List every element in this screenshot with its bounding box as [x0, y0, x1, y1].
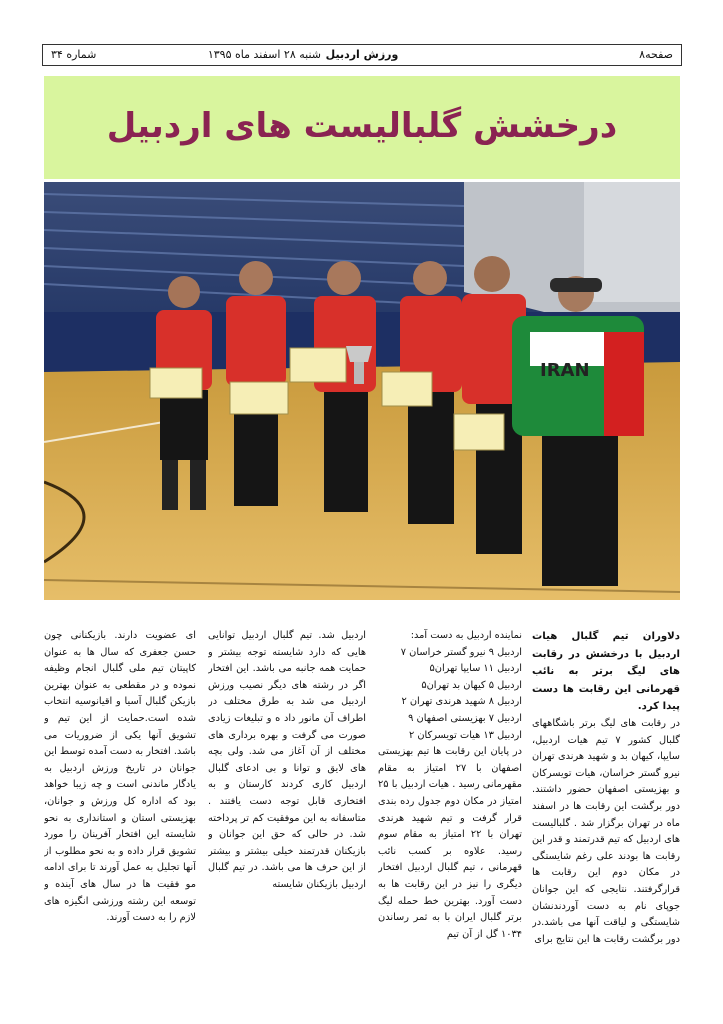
title-banner: [44, 76, 680, 179]
article-column-1: [532, 628, 680, 988]
article-column-4: [44, 628, 196, 988]
issue-date: شنبه ۲۸ اسفند ماه ۱۳۹۵: [207, 48, 321, 61]
team-photo: [44, 182, 680, 600]
column-3-text: اردبیل شد. تیم گلبال اردبیل توانایی هایی که دارد شایسته توجه بیشتر و حمایت همه جانبه می باشد. این افتخار اگر در رشته های دیگر نصیب ورزش اردبیل می شد به طرق مختلف در اطراف آن مانور داد ه و تبلیغات زیادی صورت می گرفت و بهره برداری های مختلف از آن آغاز می شد. ولی بچه های لایق و توانا و بی ادعای گلبال اردبیل کاری کردند کارستان و به افتخاری قابل توجه دست یافتند . متاسفانه به این موفقیت کم تر پرداخته شد. در حالی که حق این جوانان و بازیکنان قدرتمند خیلی بیشتر و بیشتر از این حرف ها می باشد. در تیم گلبال اردبیل بازیکنان شایسته: [208, 630, 366, 890]
page-header: [42, 44, 682, 66]
article-column-2: [378, 628, 522, 988]
results-intro: نماینده اردبیل به دست آمد:: [410, 630, 522, 641]
article-title: درخشش گلبالیست های اردبیل: [106, 106, 618, 146]
article-lead: دلاوران تیم گلبال هیات اردبیل با درخشش در رقابت های لیگ برتر به نائب قهرمانی این رقابت ها دست پیدا کرد.: [532, 631, 680, 713]
column-4-text: ای عضویت دارند. بازیکنانی چون حسن جعفری که سال ها به عنوان کاپیتان تیم ملی گلبال انجام وظیفه نموده و در مقطعی به عنوان بهترین بازیکن گلبال آسیا و اقیانوسیه انتخاب شده است.حمایت از این تیم و تشویق آنها یکی از ضروریات می باشد. افتخار به دست آمده توسط این جوانان در تاریخ ورزش اردبیل به یادگار ماندنی است و چه زیبا خواهد بود که اداره کل ورزش و جوانان، بهزیستی استان و استانداری به نحو شایسته این افتخار آفرینان را مورد تشویق قرار داده و به نحو مطلوب از آنها تجلیل به عمل آورند تا برای ادامه مو فقیت ها در سال های آینده و توسعه این رشته ورزشی انگیزه های لازم را به دست آورند.: [44, 630, 196, 924]
result-line: اردبیل ۷ بهزیستی اصفهان ۹: [408, 712, 522, 724]
section-name: ورزش اردبیل: [325, 48, 399, 61]
page-number: صفحه۸: [639, 48, 673, 61]
result-line: اردبیل ۱۳ هیات تویسرکان ۲: [408, 729, 522, 741]
jacket-text: IRAN: [540, 360, 590, 381]
result-line: اردبیل ۱۱ سایپا تهران۵: [429, 663, 522, 675]
issue-number: شماره ۳۴: [51, 48, 97, 61]
results-list: [378, 645, 522, 745]
result-line: اردبیل ۹ نیرو گستر خراسان ۷: [400, 646, 522, 658]
column-1-text: در رقابت های لیگ برتر باشگاههای گلبال کشور ۷ تیم هیات اردبیل، سایپا، کیهان بد و شهید هرندی تهران نیرو گستر خراسان، هیات تویسرکان و بهزیستی اصفهان حضور داشتند. دور برگشت این رقابت ها در اسفند ماه در تهران برگزار شد . گلبالیست های اردبیل که تیم قدرتمند و قدر این رقابت ها بودند علی رغم شایستگی در مکان دوم این رقابت ها قرارگرفتند. نتایجی که این جوانان جوپای نام به دست آوردندنشان شایستگی و لیاقت آنها می باشد.در دور برگشت رقابت ها این نتایج برای: [532, 717, 680, 945]
result-line: اردبیل ۸ شهید هرندی تهران ۲: [401, 696, 522, 708]
result-line: اردبیل ۵ کیهان بد تهران۵: [421, 679, 522, 691]
column-2-text: در پایان این رقابت ها تیم بهزیستی اصفهان با ۲۷ امتیاز به مقام مقهرمانی رسید . هیات اردبیل با ۲۵ امتیاز در مکان دوم جدول رده بندی قرار گرفت و تیم شهید هرندی تهران با ۲۲ امتیاز به مقام سوم رسید. علاوه بر کسب نائب قهرمانی ، تیم گلبال اردبیل افتخار دیگری را نیز در این رقابت ها به دست آورد. بهترین خط حمله لیگ برتر گلبال ایران با به ثمر رساندن ۱۰۳۴ گل از آن تیم: [378, 746, 522, 940]
article-column-3: [208, 628, 366, 988]
